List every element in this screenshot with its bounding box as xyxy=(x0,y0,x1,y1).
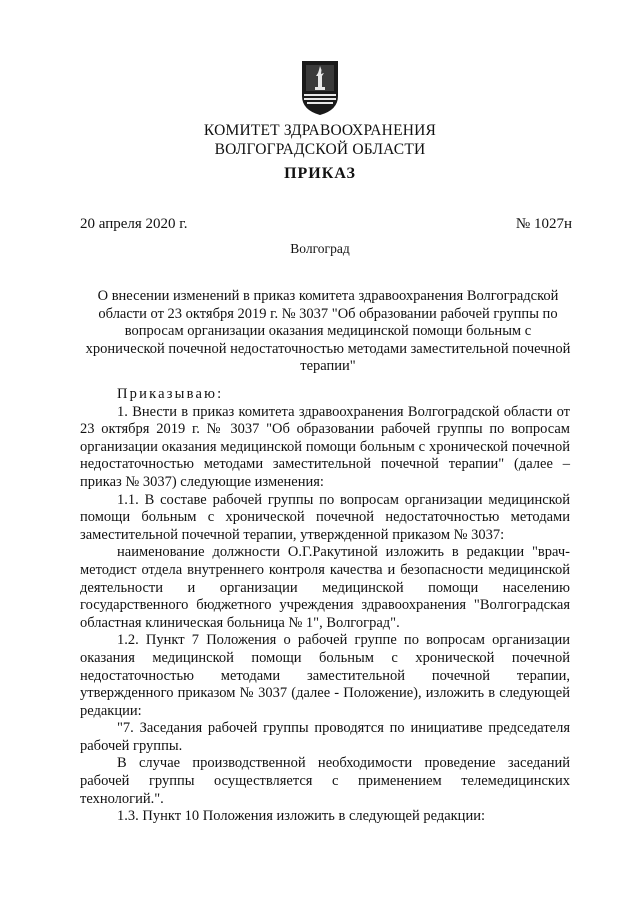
paragraph-1-3: 1.3. Пункт 10 Положения изложить в следующей редакции: xyxy=(117,808,485,825)
paragraph-1: 1. Внести в приказ комитета здравоохранения Волгоградской области от 23 октября 2019 г. № 3037 "Об образовании рабочей группы по вопросам организации оказания медицинской помощи больным с хронической почечной недостаточностью методами заместительной почечной терапии" (далее – приказ № 3037) следующие изменения: xyxy=(80,403,570,490)
order-subject: О внесении изменений в приказ комитета здравоохранения Волгоградской области от 23 октября 2019 г. № 3037 "Об образовании рабочей группы по вопросам организации оказания медицинской помощи больным с хронической почечной недостаточностью методами заместительной почечной терапии" xyxy=(85,288,571,375)
committee-line-1: КОМИТЕТ ЗДРАВООХРАНЕНИЯ xyxy=(203,122,437,139)
document-type: ПРИКАЗ xyxy=(284,165,356,182)
volgograd-coat-of-arms-icon xyxy=(301,60,339,116)
city: Волгоград xyxy=(290,241,350,256)
paragraph-1-2: 1.2. Пункт 7 Положения о рабочей группе по вопросам организации оказания медицинской помощи больным с хронической почечной недостаточностью методами заместительной почечной терапии, утвержденного приказом № 3037 (далее - Положение), изложить в следующей редакции: xyxy=(80,632,570,719)
order-number: № 1027н xyxy=(515,216,572,232)
order-body xyxy=(80,386,570,826)
paragraph-7-quote-cont: В случае производственной необходимости проведение заседаний рабочей группы осуществляется с применением телемедицинских технологий.". xyxy=(80,755,570,807)
paragraph-1-1-text: наименование должности О.Г.Ракутиной изложить в редакции "врач-методист отдела внутреннего контроля качества и безопасности медицинской деятельности и организации медицинской помощи населению государственного бюджетного учреждения здравоохранения "Волгоградская областная клиническая больница № 1", Волгоград". xyxy=(80,544,570,631)
order-word: Приказываю: xyxy=(117,386,224,402)
committee-line-2: ВОЛГОГРАДСКОЙ ОБЛАСТИ xyxy=(214,141,426,158)
committee-name xyxy=(0,121,640,159)
order-date: 20 апреля 2020 г. xyxy=(80,216,188,232)
paragraph-7-quote: "7. Заседания рабочей группы проводятся по инициативе председателя рабочей группы. xyxy=(80,720,570,754)
paragraph-1-1: 1.1. В составе рабочей группы по вопросам организации медицинской помощи больным с хронической почечной недостаточностью методами заместительной почечной терапии, утвержденной приказом № 3037: xyxy=(80,491,570,543)
